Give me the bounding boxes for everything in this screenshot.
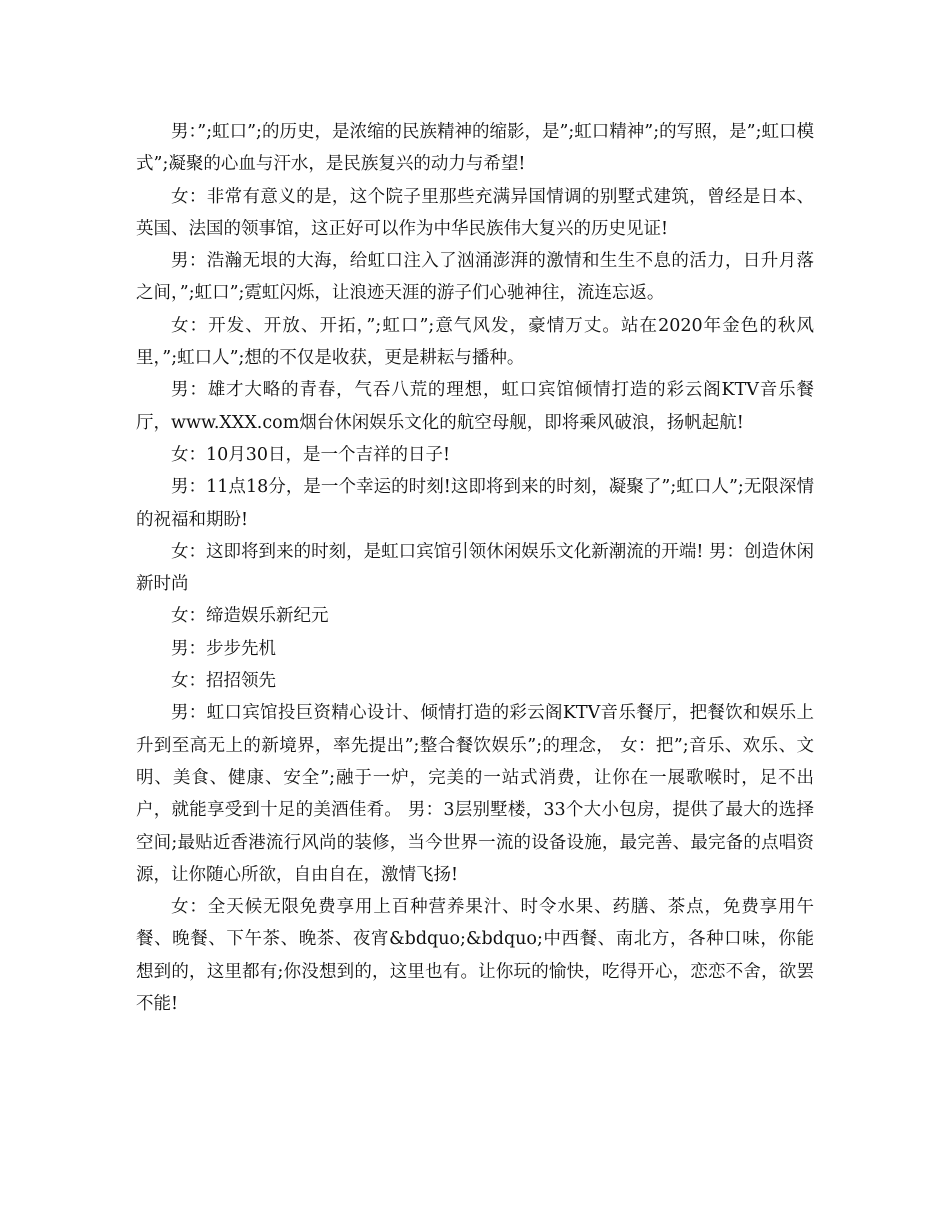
paragraph: 男：浩瀚无垠的大海，给虹口注入了汹涌澎湃的激情和生生不息的活力，日升月落之间，”;虹口”;霓虹闪烁，让浪迹天涯的游子们心驰神往，流连忘返。 bbox=[136, 251, 814, 304]
document-body bbox=[136, 116, 814, 1020]
paragraph: 女：全天候无限免费享用上百种营养果汁、时令水果、药膳、茶点，免费享用午餐、晚餐、下午茶、晚茶、夜宵&bdquo;&bdquo;中西餐、南北方，各种口味，你能想到的，这里都有;你没想到的，这里也有。让你玩的愉快，吃得开心，恋恋不舍，欲罢不能! bbox=[136, 897, 814, 1015]
paragraph: 女：招招领先 bbox=[171, 671, 276, 692]
paragraph: 女：这即将到来的时刻，是虹口宾馆引领休闲娱乐文化新潮流的开端! 男：创造休闲新时尚 bbox=[136, 541, 814, 595]
paragraph: 男：虹口宾馆投巨资精心设计、倾情打造的彩云阁KTV音乐餐厅，把餐饮和娱乐上升到至高无上的新境界，率先提出”;整合餐饮娱乐”;的理念， 女：把”;音乐、欢乐、文明、美食、健康、安全”;融于一炉，完美的一站式消费，让你在一展歌喉时，足不出户，就能享受到十足的美酒佳肴。 男：3层别墅楼，33个大小包房，提供了最大的选择空间;最贴近香港流行风尚的装修，当今世界一流的设备设施，最完善、最完备的点唱资源，让你随心所欲，自由自在，激情飞扬! bbox=[136, 703, 814, 885]
paragraph: 女：缔造娱乐新纪元 bbox=[171, 606, 329, 627]
paragraph: 女：非常有意义的是，这个院子里那些充满异国情调的别墅式建筑，曾经是日本、英国、法国的领事馆，这正好可以作为中华民族伟大复兴的历史见证! bbox=[136, 186, 814, 239]
paragraph: 男：11点18分，是一个幸运的时刻!这即将到来的时刻，凝聚了”;虹口人”;无限深情的祝福和期盼! bbox=[136, 477, 814, 530]
paragraph: 男：雄才大略的青春，气吞八荒的理想，虹口宾馆倾情打造的彩云阁KTV音乐餐厅，www.XXX.com烟台休闲娱乐文化的航空母舰，即将乘风破浪，扬帆起航! bbox=[136, 380, 814, 433]
paragraph: 男：”;虹口”;的历史，是浓缩的民族精神的缩影，是”;虹口精神”;的写照，是”;虹口模式”;凝聚的心血与汗水，是民族复兴的动力与希望! bbox=[136, 122, 814, 175]
paragraph: 男：步步先机 bbox=[171, 638, 276, 659]
paragraph: 女：10月30日，是一个吉祥的日子! bbox=[171, 444, 451, 465]
paragraph: 女：开发、开放、开拓，”;虹口”;意气风发，豪情万丈。站在2020年金色的秋风里，”;虹口人”;想的不仅是收获，更是耕耘与播种。 bbox=[136, 315, 814, 369]
